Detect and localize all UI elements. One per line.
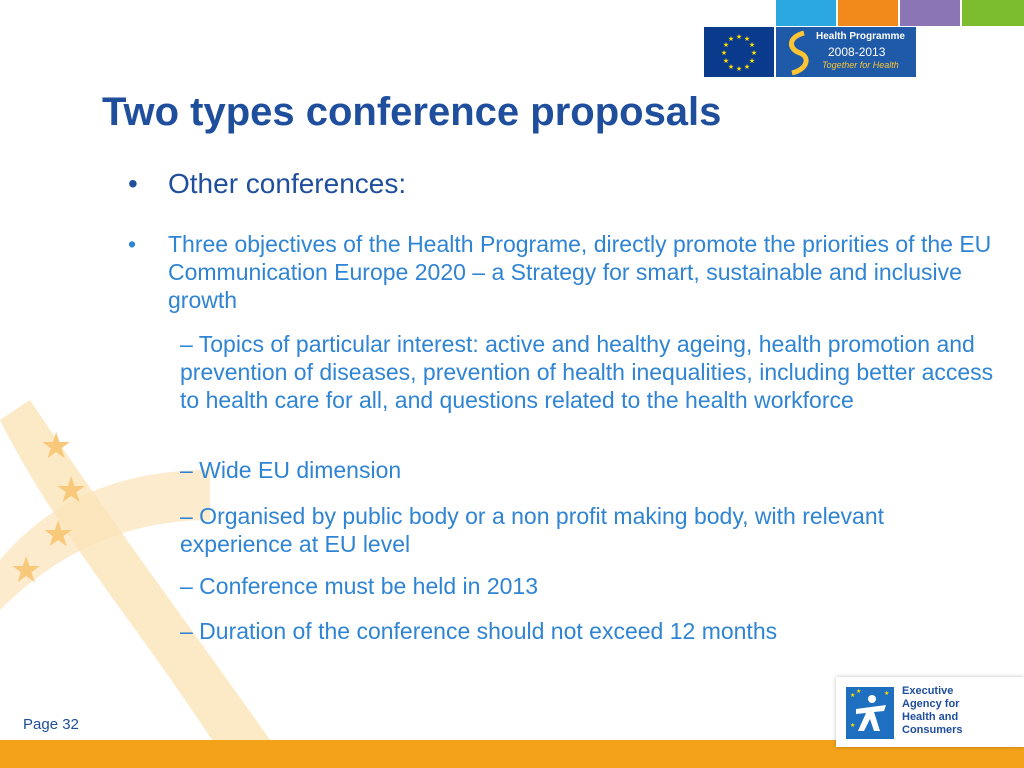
hp-logo-line3: Together for Health [822, 60, 899, 70]
bullet-dot: • [128, 231, 137, 257]
star-icon: ★ [42, 513, 75, 554]
sub-bullet-item: – Topics of particular interest: active and healthy ageing, health promotion and prevention of diseases, prevention of health inequalities, including better access to health care for all, and questions related to the health workforce [180, 331, 994, 413]
bullet-item [128, 230, 998, 314]
svg-text:★: ★ [856, 688, 862, 695]
star-icon: ★ [55, 469, 88, 510]
eahc-logo [836, 677, 1024, 747]
hp-logo-line1: Health Programme [816, 31, 905, 42]
svg-text:★: ★ [750, 49, 758, 57]
eahc-logo-text [902, 685, 963, 737]
svg-text:★: ★ [850, 692, 856, 699]
header-bar-blue [776, 0, 836, 26]
eahc-emblem-icon [846, 687, 894, 739]
bullet-text: Other conferences: [168, 168, 407, 199]
svg-text:★: ★ [727, 63, 735, 71]
star-icon: ★ [10, 549, 43, 590]
svg-text:★: ★ [735, 33, 743, 41]
svg-text:★: ★ [722, 57, 730, 65]
svg-text:★: ★ [720, 49, 728, 57]
eahc-line2: Agency for [902, 698, 960, 710]
eahc-line3: Health and [902, 711, 959, 723]
svg-text:★: ★ [727, 35, 735, 43]
svg-text:★: ★ [743, 35, 751, 43]
star-icon: ★ [40, 425, 73, 466]
svg-text:★: ★ [722, 41, 730, 49]
eahc-line1: Executive [902, 685, 954, 697]
hp-logo-line2: 2008-2013 [828, 45, 886, 59]
svg-text:★: ★ [748, 57, 756, 65]
header-bar-green [962, 0, 1024, 26]
eu-flag-logo [704, 27, 774, 77]
svg-text:★: ★ [743, 63, 751, 71]
bullet-text: Three objectives of the Health Programe, directly promote the priorities of the EU Communication Europe 2020 – a Strategy for smart, sustainable and inclusive growth [168, 231, 992, 313]
svg-text:★: ★ [735, 65, 743, 73]
slide-title: Two types conference proposals [102, 90, 722, 134]
header-bar-purple [900, 0, 960, 26]
svg-text:★: ★ [884, 690, 890, 697]
svg-text:★: ★ [850, 722, 856, 729]
sub-bullet-item: – Conference must be held in 2013 [180, 573, 539, 599]
sub-bullet-item: – Duration of the conference should not exceed 12 months [180, 618, 778, 644]
health-programme-logo [776, 27, 916, 77]
eahc-line4: Consumers [902, 724, 963, 736]
sub-bullet-item: – Organised by public body or a non profit making body, with relevant experience at EU level [180, 503, 885, 557]
svg-text:★: ★ [748, 41, 756, 49]
page-number: Page 32 [23, 716, 79, 733]
bullet-dot: • [128, 168, 138, 199]
header-bar-orange [838, 0, 898, 26]
sub-bullet-item: – Wide EU dimension [180, 457, 402, 483]
bullet-item [128, 168, 998, 200]
